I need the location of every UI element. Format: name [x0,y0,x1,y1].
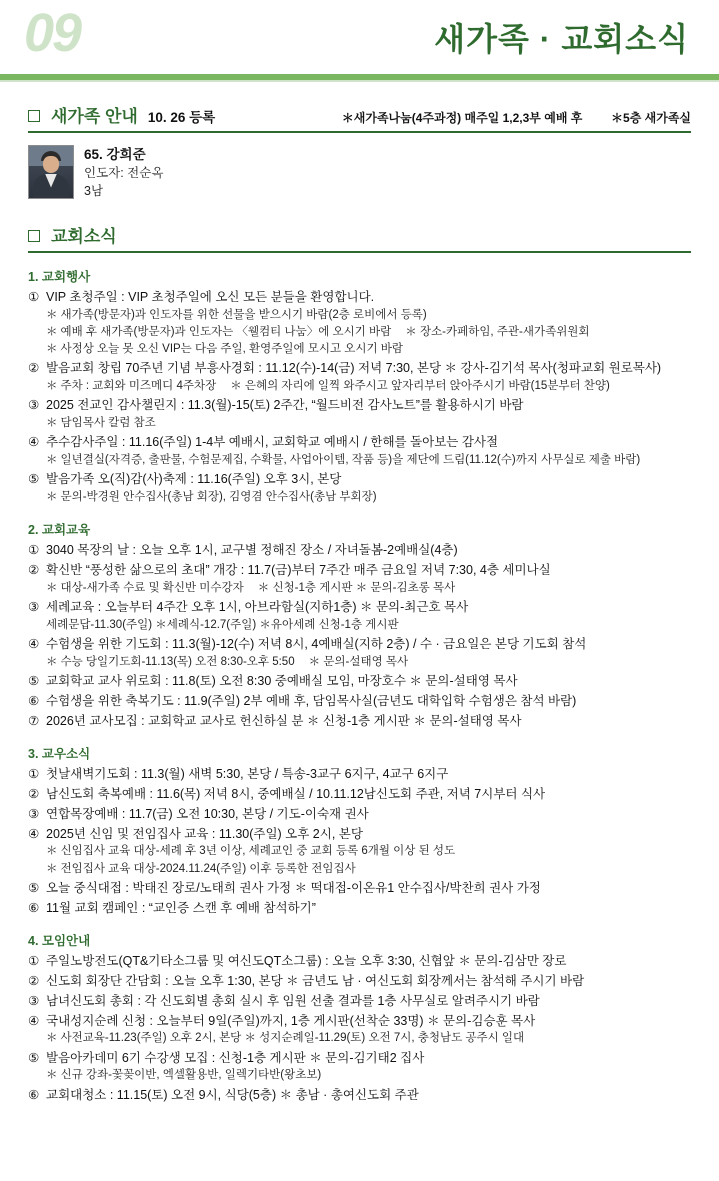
news-item-number: ② [28,787,40,802]
news-subitem-text-secondary: ＊ 장소-카페하임, 주관-새가족위원회 [405,325,590,338]
news-item-text: 세례교육 : 오늘부터 4주간 오후 1시, 아브라함실(지하1층) ＊ 문의-최근호 목사 [46,600,469,615]
news-item [28,359,691,378]
news-group [28,520,691,730]
news-group [28,267,691,507]
news-item-text: 남녀신도회 총회 : 각 신도회별 총회 실시 후 임원 선출 결과를 1층 사무실로 알려주시기 바람 [46,993,540,1008]
news-subitem [46,415,691,432]
news-item-number: ⑤ [28,472,40,487]
news-subitem-text-secondary: ＊ 문의-설태영 목사 [308,655,409,668]
avatar [28,145,74,199]
new-family-note-1: ＊새가족나눔(4주과정) 매주일 1,2,3부 예배 후 [341,111,583,125]
news-item-number: ④ [28,1013,40,1028]
new-family-title: 새가족 안내 [51,107,138,126]
page-title: 새가족 · 교회소식 [434,21,689,57]
news-subitem [46,654,691,671]
new-family-section [0,102,719,200]
news-item [28,879,691,898]
news-item [28,825,691,844]
news-item [28,541,691,560]
news-item-number: ① [28,543,40,558]
news-subitem [46,861,691,878]
news-item-text: 교회학교 교사 위로회 : 11.8(토) 오전 8:30 중예배실 모임, 마장호수 ＊ 문의-설태영 목사 [46,674,518,689]
news-item [28,288,691,307]
news-subitem-text: 주차 : 교회와 미즈메디 4주차장 ＊ 은혜의 자리에 일찍 와주시고 앞자리부터 앉아주시기 바람(15분부터 찬양) [60,380,610,393]
news-group-title: 1. 교회행사 [28,269,91,284]
news-subitem-text: 수능 당일기도회-11.13(목) 오전 8:30-오후 5:50 ＊ 문의-설태영 목사 [60,655,409,668]
news-item [28,765,691,784]
news-item-number: ③ [28,600,40,615]
new-family-heading [28,102,691,127]
news-item [28,899,691,918]
asterisk-icon: ＊ [46,1069,58,1082]
member-extra: 3남 [84,184,104,199]
asterisk-icon: ＊ [46,454,58,467]
news-item-text: 발음아카데미 6기 수강생 모집 : 신청-1층 게시판 ＊ 문의-김기태2 집사 [46,1050,425,1065]
news-subitem-text: 신규 강좌-꽃꽂이반, 엑셀활용반, 일렉기타반(왕초보) [60,1069,322,1082]
asterisk-icon: ＊ [46,491,58,504]
news-subitem [46,580,691,597]
news-item [28,396,691,415]
bottom-spacer [0,1104,719,1122]
news-item [28,1012,691,1031]
news-item-number: ⑥ [28,900,40,915]
news-item-number: ② [28,563,40,578]
header-rule-thin [0,80,719,82]
news-item-text: 국내성지순례 신청 : 오늘부터 9일(주일)까지, 1층 게시판(선착순 33명) ＊ 문의-김승훈 목사 [46,1013,536,1028]
news-item-text: 11월 교회 캠페인 : “교인증 스캔 후 예배 참석하기” [46,900,316,915]
news-subitem-text: 사전교육-11.23(주일) 오후 2시, 본당 ＊ 성지순례일-11.29(토) 오전 7시, 충청남도 공주시 일대 [60,1032,525,1045]
news-subitem-text: 세례문답-11.30(주일) ＊세례식-12.7(주일) ＊유아세례 신청-1층 게시판 [46,618,399,631]
news-subitem-text-secondary: ＊ 은혜의 자리에 일찍 와주시고 앞자리부터 앉아주시기 바람(15분부터 찬양) [230,380,610,393]
news-item [28,635,691,654]
news-item [28,692,691,711]
news-subitem-text: 사정상 오늘 못 오신 VIP는 다음 주일, 환영주일에 모시고 오시기 바람 [60,343,404,356]
new-family-underline [28,131,691,133]
news-subitem-text: 신임집사 교육 대상-세례 후 3년 이상, 세례교인 중 교회 등록 6개월 이상 된 성도 [60,845,456,858]
news-subitem [46,341,691,358]
news-item [28,952,691,971]
news-group-title: 2. 교회교육 [28,523,91,538]
new-family-note-2: ＊5층 새가족실 [611,111,691,125]
news-item [28,805,691,824]
news-item [28,972,691,991]
new-family-notes [342,109,691,126]
news-item [28,712,691,731]
news-item-number: ① [28,289,40,304]
news-item-number: ④ [28,826,40,841]
avatar-face [43,156,59,173]
news-subitem [46,489,691,506]
new-family-member-card [28,145,691,201]
news-subitem-text: 새가족(방문자)과 인도자를 위한 선물을 받으시기 바람(2층 로비에서 등록) [60,308,427,321]
member-name: 65. 강희준 [84,146,146,162]
church-news-section [0,222,719,1104]
church-news-title: 교회소식 [51,227,117,247]
news-item-number: ④ [28,435,40,450]
news-item-number: ⑤ [28,880,40,895]
church-news-heading [28,222,691,247]
news-subitem-text: 담임목사 칼럼 참조 [60,417,156,430]
news-subitem-text: 일년결실(자격증, 출판물, 수험문제집, 수확물, 사업아이템, 작품 등)을 제단에 드림(11.12(수)까지 사무실로 제출 바람) [60,454,641,467]
news-group-title: 4. 모임안내 [28,934,91,949]
news-item-number: ④ [28,637,40,652]
news-item-text: 연합목장예배 : 11.7(금) 오전 10:30, 본당 / 기도-이숙재 권사 [46,806,369,821]
news-subitem-text: 문의-박경원 안수집사(총남 회장), 김영겸 안수집사(총남 부회장) [60,491,377,504]
news-subitem-text-secondary: ＊ 신청-1층 게시판 ＊ 문의-김초롱 목사 [257,581,456,594]
news-item-text: 발음가족 오(직)감(사)축제 : 11.16(주일) 오후 3시, 본당 [46,472,342,487]
asterisk-icon: ＊ [46,655,58,668]
page-number: 09 [24,3,81,63]
asterisk-icon: ＊ [46,1032,58,1045]
news-subitem [46,1067,691,1084]
page-header [0,0,719,80]
news-item [28,470,691,489]
news-item [28,1049,691,1068]
news-item [28,785,691,804]
news-item-number: ② [28,361,40,376]
news-item-text: 추수감사주일 : 11.16(주일) 1-4부 예배시, 교회학교 예배시 / 한해를 돌아보는 감사절 [46,435,499,450]
news-item [28,433,691,452]
news-subitem [46,307,691,324]
news-item-number: ⑤ [28,674,40,689]
asterisk-icon: ＊ [46,325,58,338]
asterisk-icon: ＊ [46,308,58,321]
new-family-date: 10. 26 등록 [147,110,216,125]
news-subitem [46,378,691,395]
news-item-text: 3040 목장의 날 : 오늘 오후 1시, 교구별 정해진 장소 / 자녀돌봄-2예배실(4층) [46,543,458,558]
news-item [28,561,691,580]
news-item-text: 수험생을 위한 기도회 : 11.3(월)-12(수) 저녁 8시, 4예배실(지하 2층) / 수 · 금요일은 본당 기도회 참석 [46,637,587,652]
asterisk-icon: ＊ [46,581,58,594]
news-item [28,672,691,691]
news-item-number: ⑤ [28,1050,40,1065]
square-bullet-icon [28,110,40,122]
news-item-number: ⑥ [28,693,40,708]
news-item-number: ③ [28,806,40,821]
news-item-text: 첫날새벽기도회 : 11.3(월) 새벽 5:30, 본당 / 특송-3교구 6지구, 4교구 6지구 [46,767,449,782]
news-item-number: ② [28,974,40,989]
news-item [28,992,691,1011]
asterisk-icon: ＊ [46,343,58,356]
news-item-number: ⑦ [28,713,40,728]
news-item [28,598,691,617]
news-item-text: 오늘 중식대접 : 박태진 장로/노태희 권사 가정 ＊ 떡대접-이온유1 안수집사/박찬희 권사 가정 [46,880,541,895]
asterisk-icon: ＊ [46,845,58,858]
news-item-text: 남신도회 축복예배 : 11.6(목) 저녁 8시, 중예배실 / 10.11.12남신도회 주관, 저녁 7시부터 식사 [46,787,546,802]
news-item-number: ③ [28,398,40,413]
news-item-number: ① [28,954,40,969]
church-news-list [28,267,691,1105]
news-item-number: ⑥ [28,1087,40,1102]
news-item-text: 2025 전교인 감사챌린지 : 11.3(월)-15(토) 2주간, “월드비전 감사노트”를 활용하시기 바람 [46,398,524,413]
news-subitem-text: 전임집사 교육 대상-2024.11.24(주일) 이후 등록한 전임집사 [60,862,356,875]
news-subitem-text: 예배 후 새가족(방문자)과 인도자는 〈웰컴티 나눔〉에 오시기 바람 ＊ 장소-카페하임, 주관-새가족위원회 [60,325,590,338]
news-item-text: VIP 초청주일 : VIP 초청주일에 오신 모든 분들을 환영합니다. [46,289,375,304]
asterisk-icon: ＊ [46,380,58,393]
news-item-text: 주일노방전도(QT&기타소그룹 및 여신도QT소그룹) : 오늘 오후 3:30, 신협앞 ＊ 문의-김삼만 장로 [46,954,567,969]
news-item-text: 발음교회 창립 70주년 기념 부흥사경회 : 11.12(수)-14(금) 저녁 7:30, 본당 ＊ 강사-김기석 목사(청파교회 원로목사) [46,361,662,376]
news-subitem [46,452,691,469]
news-item-number: ③ [28,993,40,1008]
member-guide: 인도자: 전순옥 [84,166,164,181]
news-group [28,744,691,917]
news-item-text: 확신반 “풍성한 삶으로의 초대” 개강 : 11.7(금)부터 7주간 매주 금요일 저녁 7:30, 4층 세미나실 [46,563,551,578]
news-item-text: 수험생을 위한 축복기도 : 11.9(주일) 2부 예배 후, 담임목사실(금년도 대학입학 수험생은 참석 바람) [46,693,577,708]
news-item-text: 교회대청소 : 11.15(토) 오전 9시, 식당(5층) ＊ 총남 · 총여신도회 주관 [46,1087,419,1102]
news-subitem [46,1030,691,1047]
news-item [28,1086,691,1105]
news-subitem [46,324,691,341]
new-family-member-info [84,145,163,201]
news-subitem [46,843,691,860]
asterisk-icon: ＊ [46,862,58,875]
news-subitem [46,617,691,634]
news-item-number: ① [28,767,40,782]
church-news-underline [28,251,691,253]
news-group-title: 3. 교우소식 [28,747,91,762]
news-item-text: 신도회 회장단 간담회 : 오늘 오후 1:30, 본당 ＊ 금년도 남 · 여신도회 회장께서는 참석해 주시기 바람 [46,974,585,989]
asterisk-icon: ＊ [46,417,58,430]
news-item-text: 2025년 신임 및 전임집사 교육 : 11.30(주일) 오후 2시, 본당 [46,826,363,841]
news-subitem-text: 대상-새가족 수료 및 확신반 미수강자 ＊ 신청-1층 게시판 ＊ 문의-김초롱 목사 [60,581,456,594]
square-bullet-icon [28,230,40,242]
news-group [28,931,691,1104]
news-item-text: 2026년 교사모집 : 교회학교 교사로 헌신하실 분 ＊ 신청-1층 게시판 ＊ 문의-설태영 목사 [46,713,522,728]
